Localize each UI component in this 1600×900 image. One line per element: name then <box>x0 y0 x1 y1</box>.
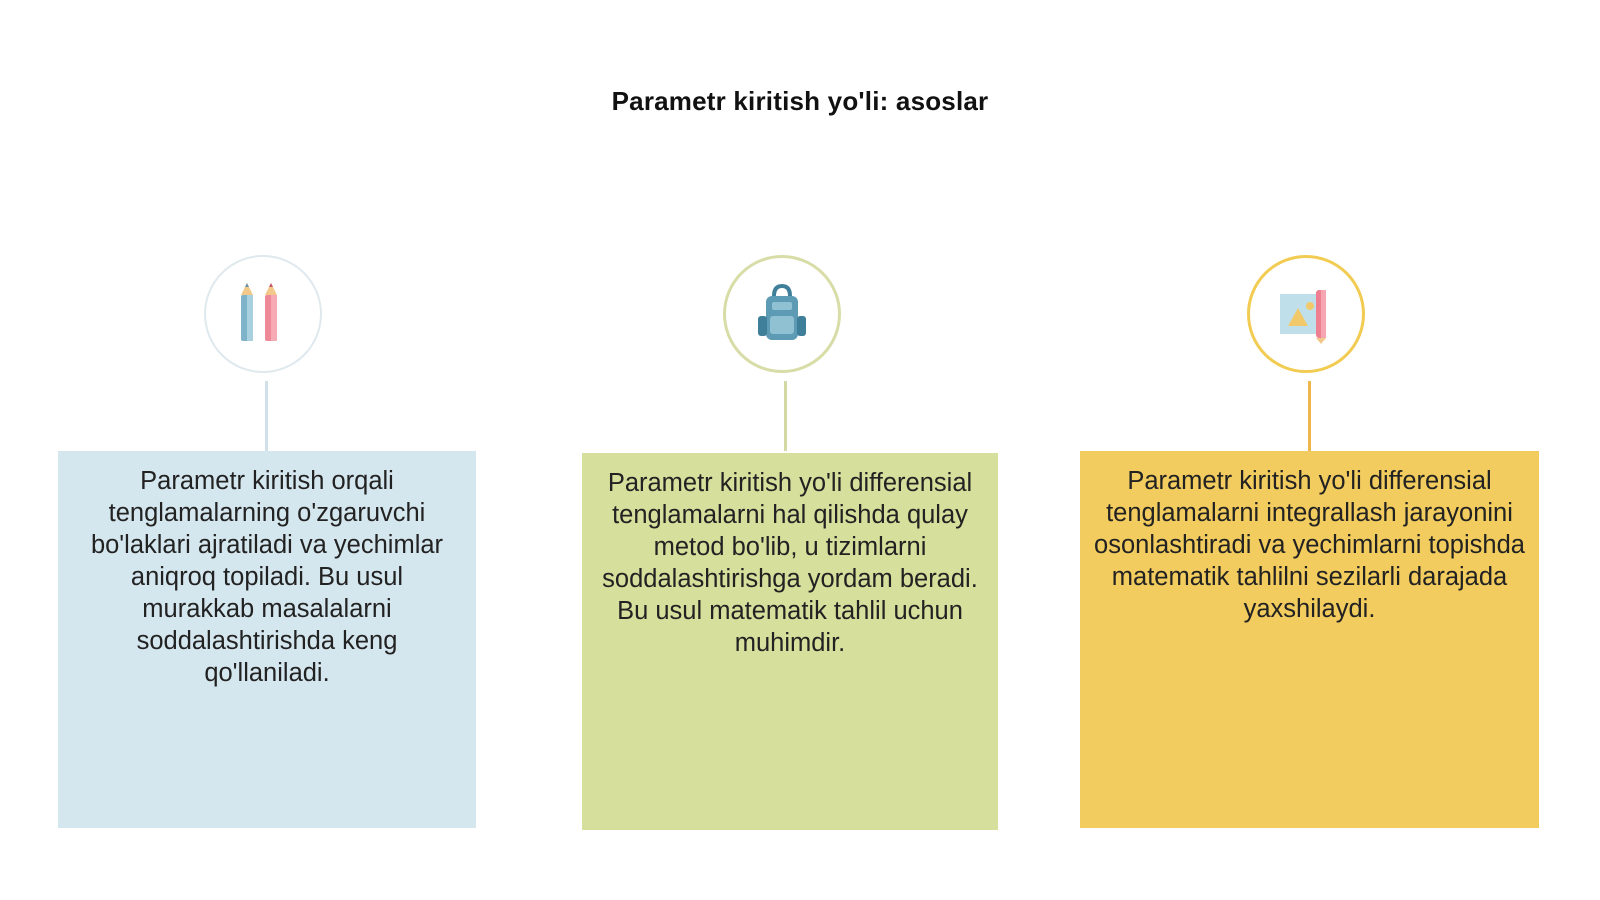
icon-circle-1 <box>204 255 322 373</box>
info-card-2-text: Parametr kiritish yo'li differensial tenglamalarni hal qilishda qulay metod bo'lib, u tizimlarni soddalashtirishga yordam beradi. Bu usul matematik tahlil uchun muhimdir. <box>602 469 978 657</box>
info-card-2 <box>582 453 998 830</box>
icon-circle-2 <box>723 255 841 373</box>
connector-line-2 <box>784 381 787 451</box>
slide-title: Parametr kiritish yo'li: asoslar <box>611 86 989 116</box>
info-card-3 <box>1080 451 1539 828</box>
info-card-3-text: Parametr kiritish yo'li differensial tenglamalarni integrallash jarayonini osonlashtiradi va yechimlarni topishda matematik tahlilni sezilarli darajada yaxshilaydi. <box>1094 467 1525 623</box>
connector-line-1 <box>265 381 268 451</box>
icon-circle-3 <box>1247 255 1365 373</box>
drawing-board-icon <box>1274 282 1338 346</box>
info-card-1 <box>58 451 476 828</box>
backpack-icon <box>750 282 814 346</box>
pencils-icon <box>233 279 293 349</box>
info-card-1-text: Parametr kiritish orqali tenglamalarning o'zgaruvchi bo'laklari ajratiladi va yechimlar aniqroq topiladi. Bu usul murakkab masalalarni soddalashtirishda keng qo'llaniladi. <box>90 467 444 687</box>
connector-line-3 <box>1308 381 1311 451</box>
